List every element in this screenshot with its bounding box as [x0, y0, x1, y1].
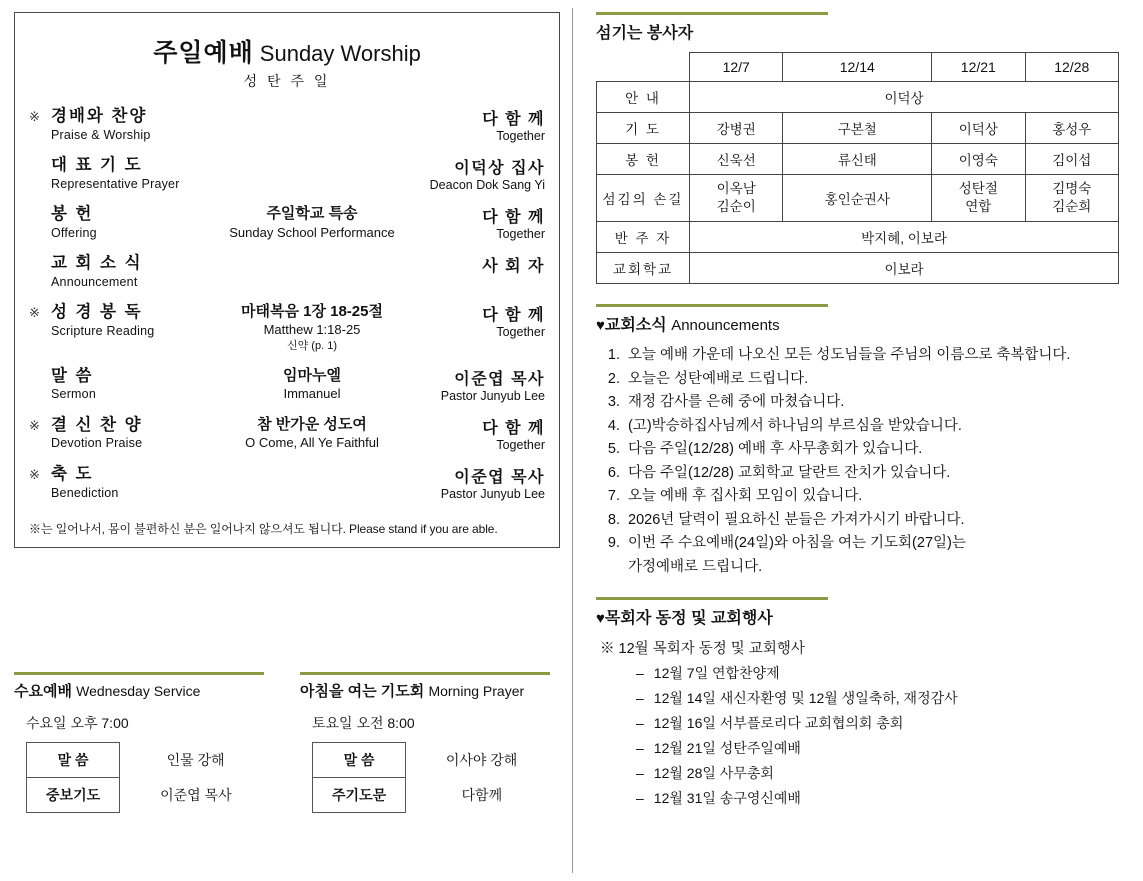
morning-row-value: 이사야 강해	[445, 752, 518, 768]
volunteer-value: 신욱선	[690, 144, 783, 175]
announcement-text: 다음 주일(12/28) 예배 후 사무총회가 있습니다.	[628, 441, 923, 458]
order-person-en: Together	[496, 324, 545, 339]
worship-order-row	[29, 412, 545, 461]
morning-title-kr: 아침을 여는 기도회	[300, 683, 425, 700]
order-person-en: Together	[496, 437, 545, 452]
volunteer-value: 김이섭	[1025, 144, 1118, 175]
volunteer-value: 홍인순권사	[783, 175, 932, 222]
section-rule	[596, 12, 828, 15]
heart-icon: ♥	[596, 317, 605, 335]
order-mark: ※	[29, 417, 40, 433]
list-item	[636, 686, 1128, 711]
order-detail-kr: 참 반가운 성도여	[257, 415, 367, 433]
volunteer-value: 홍성우	[1025, 113, 1118, 144]
wednesday-service-block	[14, 672, 272, 813]
wednesday-title-kr: 수요예배	[14, 683, 72, 700]
morning-prayer-title	[300, 680, 558, 701]
order-person-kr: 이준엽 목사	[454, 468, 545, 486]
table-row	[597, 82, 1119, 113]
order-person-en: Together	[496, 227, 545, 241]
table-row	[27, 743, 272, 778]
volunteer-date-header: 12/21	[932, 53, 1025, 82]
announcements-title	[596, 312, 1128, 335]
morning-prayer-time: 토요일 오전 8:00	[312, 715, 415, 731]
order-detail-en: O Come, All Ye Faithful	[245, 435, 379, 451]
announcements-list	[598, 344, 1128, 579]
table-row	[313, 778, 558, 813]
worship-order-row	[29, 103, 545, 152]
announcement-text: 2026년 달력이 필요하신 분들은 가져가시기 바랍니다.	[628, 511, 965, 528]
order-mark	[29, 152, 51, 201]
order-name-kr: 봉 헌	[51, 205, 94, 223]
volunteer-merged-value: 박지혜, 이보라	[690, 222, 1119, 253]
table-row	[597, 113, 1119, 144]
order-name	[51, 299, 229, 363]
worship-title	[29, 33, 545, 69]
order-name	[51, 461, 229, 510]
announcement-text: 오늘 예배 후 집사회 모임이 있습니다.	[628, 488, 863, 505]
volunteer-merged-value: 이덕상	[690, 82, 1119, 113]
pastor-schedule-title-text: 목회자 동정 및 교회행사	[604, 610, 773, 628]
empty-corner-cell	[597, 53, 690, 82]
order-detail-kr: 주일학교 특송	[266, 205, 358, 222]
order-name-en: Benediction	[51, 485, 119, 500]
order-person	[395, 363, 545, 412]
list-item	[636, 786, 1128, 811]
list-item	[624, 391, 1128, 414]
worship-order-row	[29, 201, 545, 250]
order-person	[395, 299, 545, 363]
wednesday-service-title	[14, 680, 272, 701]
order-detail	[229, 461, 395, 510]
order-person	[395, 152, 545, 201]
announcement-continuation: 가정예배로 드립니다.	[628, 558, 763, 575]
event-text: 12월 16일 서부플로리다 교회협의회 총회	[653, 715, 904, 732]
order-detail-en: Matthew 1:18-25	[263, 322, 361, 338]
volunteer-value: 류신태	[783, 144, 932, 175]
order-person	[395, 461, 545, 510]
wednesday-row-value: 인물 강해	[166, 752, 225, 768]
worship-order-table	[29, 103, 545, 510]
order-name-kr: 경배와 찬양	[51, 107, 148, 125]
announcements-title-kr: 교회소식	[604, 317, 667, 335]
order-person-kr: 다 함 께	[482, 306, 545, 324]
order-name-kr: 말 씀	[51, 366, 94, 385]
table-row	[597, 253, 1119, 284]
table-row	[597, 222, 1119, 253]
order-person-kr: 다 함 께	[482, 209, 545, 226]
order-name-en: Sermon	[51, 387, 96, 402]
order-person-kr: 이덕상 집사	[454, 160, 545, 177]
wednesday-row-value: 이준엽 목사	[160, 787, 232, 803]
event-text: 12월 14일 새신자환영 및 12월 생일축하, 재정감사	[653, 690, 958, 707]
weekday-services	[14, 672, 560, 813]
pastor-schedule-note: ※ 12월 목회자 동정 및 교회행사	[600, 641, 805, 658]
volunteers-table	[596, 52, 1119, 284]
volunteer-date-header: 12/28	[1025, 53, 1118, 82]
volunteer-value: 이옥남 김순이	[690, 175, 783, 222]
volunteer-value: 이영숙	[932, 144, 1025, 175]
list-item	[624, 368, 1128, 391]
order-name-kr: 성 경 봉 독	[51, 302, 143, 321]
section-rule	[596, 597, 828, 600]
worship-order-row	[29, 250, 545, 299]
pastor-events-list	[596, 661, 1128, 810]
order-person	[395, 201, 545, 250]
order-detail-kr: 임마누엘	[283, 366, 341, 384]
order-mark: ※	[29, 466, 40, 482]
order-person-kr: 다 함 께	[482, 419, 545, 437]
announcement-text: 재정 감사를 은혜 중에 마쳤습니다.	[628, 394, 845, 411]
heart-icon: ♥	[596, 610, 605, 628]
volunteer-value: 강병권	[690, 113, 783, 144]
worship-order-row	[29, 363, 545, 412]
order-mark	[29, 363, 51, 412]
order-detail	[229, 250, 395, 299]
list-item	[624, 462, 1128, 485]
order-name-en: Offering	[51, 225, 97, 240]
event-text: 12월 21일 성탄주일예배	[653, 740, 801, 756]
event-text: 12월 31일 송구영신예배	[653, 789, 801, 806]
order-person-en: Deacon Dok Sang Yi	[429, 178, 545, 192]
order-name-en: Representative Prayer	[51, 176, 180, 191]
event-text: 12월 28일 사무총회	[653, 764, 774, 781]
section-rule	[596, 304, 828, 307]
list-item	[624, 532, 1128, 579]
worship-title-en: Sunday Worship	[259, 41, 421, 66]
list-item	[624, 509, 1128, 532]
order-name	[51, 201, 229, 250]
column-divider	[572, 8, 573, 873]
pastor-schedule-title	[596, 605, 1128, 628]
order-name	[51, 412, 229, 461]
order-detail	[229, 412, 395, 461]
order-person	[395, 250, 545, 299]
volunteer-date-header: 12/7	[690, 53, 783, 82]
order-detail-kr: 마태복음 1장 18-25절	[241, 302, 383, 320]
order-name-en: Devotion Praise	[51, 436, 143, 451]
morning-row-label: 주기도문	[313, 778, 406, 813]
volunteer-role-label: 섬김의 손길	[597, 175, 690, 222]
volunteer-merged-value: 이보라	[690, 253, 1119, 284]
event-text: 12월 7일 연합찬양제	[653, 665, 780, 682]
list-item	[624, 415, 1128, 438]
list-item	[636, 661, 1128, 686]
wednesday-service-table	[26, 742, 272, 813]
volunteer-role-label: 교회학교	[597, 253, 690, 284]
order-name	[51, 103, 229, 152]
order-mark: ※	[29, 109, 40, 124]
list-item	[624, 344, 1128, 367]
order-detail	[229, 299, 395, 363]
volunteer-role-label: 봉 헌	[597, 144, 690, 175]
table-row	[313, 743, 558, 778]
table-row	[597, 175, 1119, 222]
order-mark	[29, 250, 51, 299]
order-name-kr: 대 표 기 도	[51, 156, 143, 174]
table-row	[597, 144, 1119, 175]
order-name-en: Praise & Worship	[51, 127, 151, 142]
volunteer-role-label: 안 내	[597, 82, 690, 113]
order-mark	[29, 201, 51, 250]
pastor-schedule-block	[596, 597, 1128, 810]
morning-row-label: 말 씀	[313, 743, 406, 778]
table-row	[27, 778, 272, 813]
right-column	[596, 12, 1128, 811]
section-rule	[14, 672, 264, 675]
order-person-en: Pastor Junyub Lee	[440, 388, 545, 403]
worship-title-kr: 주일예배	[153, 39, 254, 67]
worship-footnote: ※는 일어나서, 몸이 불편하신 분은 일어나지 않으셔도 됩니다. Please stand if you are able.	[29, 521, 498, 536]
order-person-kr: 다 함 께	[482, 111, 545, 128]
order-detail-en: Immanuel	[283, 386, 341, 402]
left-column	[14, 12, 560, 548]
morning-row-value: 다함께	[461, 787, 503, 803]
order-name	[51, 152, 229, 201]
worship-order-row	[29, 152, 545, 201]
list-item	[624, 438, 1128, 461]
order-detail-en: Sunday School Performance	[229, 224, 395, 240]
volunteer-value: 성탄절 연합	[932, 175, 1025, 222]
order-name-en: Announcement	[51, 274, 138, 289]
table-header-row	[597, 53, 1119, 82]
volunteer-role-label: 반 주 자	[597, 222, 690, 253]
list-item	[636, 711, 1128, 736]
volunteer-role-label: 기 도	[597, 113, 690, 144]
order-detail-note: 신약 (p. 1)	[287, 339, 337, 352]
order-detail	[229, 363, 395, 412]
order-name-kr: 결 신 찬 양	[51, 415, 143, 434]
order-name-en: Scripture Reading	[51, 323, 155, 338]
order-person-kr: 사 회 자	[482, 258, 545, 276]
announcement-text: (고)박승하집사님께서 하나님의 부르심을 받았습니다.	[628, 417, 962, 434]
order-person-en: Together	[496, 129, 545, 143]
morning-title-en: Morning Prayer	[428, 683, 525, 699]
wednesday-service-time: 수요일 오후 7:00	[26, 715, 129, 731]
list-item	[624, 485, 1128, 508]
order-person	[395, 103, 545, 152]
announcement-text: 오늘 예배 가운데 나오신 모든 성도님들을 주님의 이름으로 축복합니다.	[628, 347, 1071, 364]
order-mark: ※	[29, 304, 40, 320]
sunday-worship-box	[14, 12, 560, 548]
order-name	[51, 363, 229, 412]
announcements-title-en: Announcements	[671, 317, 780, 335]
announcement-text: 다음 주일(12/28) 교회학교 달란트 잔치가 있습니다.	[628, 464, 951, 481]
worship-subtitle: 성 탄 주 일	[243, 73, 331, 89]
volunteer-value: 구본철	[783, 113, 932, 144]
worship-order-row	[29, 461, 545, 510]
announcement-text: 이번 주 수요예배(24일)와 아침을 여는 기도회(27일)는	[628, 535, 966, 552]
order-detail	[229, 152, 395, 201]
announcement-text: 오늘은 성탄예배로 드립니다.	[628, 370, 809, 387]
volunteer-value: 김명숙 김순희	[1025, 175, 1118, 222]
volunteer-date-header: 12/14	[783, 53, 932, 82]
order-detail	[229, 103, 395, 152]
section-rule	[300, 672, 550, 675]
order-person-en: Pastor Junyub Lee	[440, 486, 545, 501]
volunteers-title: 섬기는 봉사자	[596, 25, 694, 42]
order-name-kr: 교 회 소 식	[51, 254, 143, 273]
volunteer-value: 이덕상	[932, 113, 1025, 144]
wednesday-title-en: Wednesday Service	[76, 683, 201, 699]
list-item	[636, 736, 1128, 761]
order-name	[51, 250, 229, 299]
order-name-kr: 축 도	[51, 464, 94, 483]
order-person-kr: 이준엽 목사	[454, 370, 545, 388]
wednesday-row-label: 중보기도	[27, 778, 120, 813]
morning-prayer-block	[300, 672, 558, 813]
order-person	[395, 412, 545, 461]
order-detail	[229, 201, 395, 250]
worship-order-row	[29, 299, 545, 363]
morning-prayer-table	[312, 742, 558, 813]
list-item	[636, 761, 1128, 786]
wednesday-row-label: 말 씀	[27, 743, 120, 778]
